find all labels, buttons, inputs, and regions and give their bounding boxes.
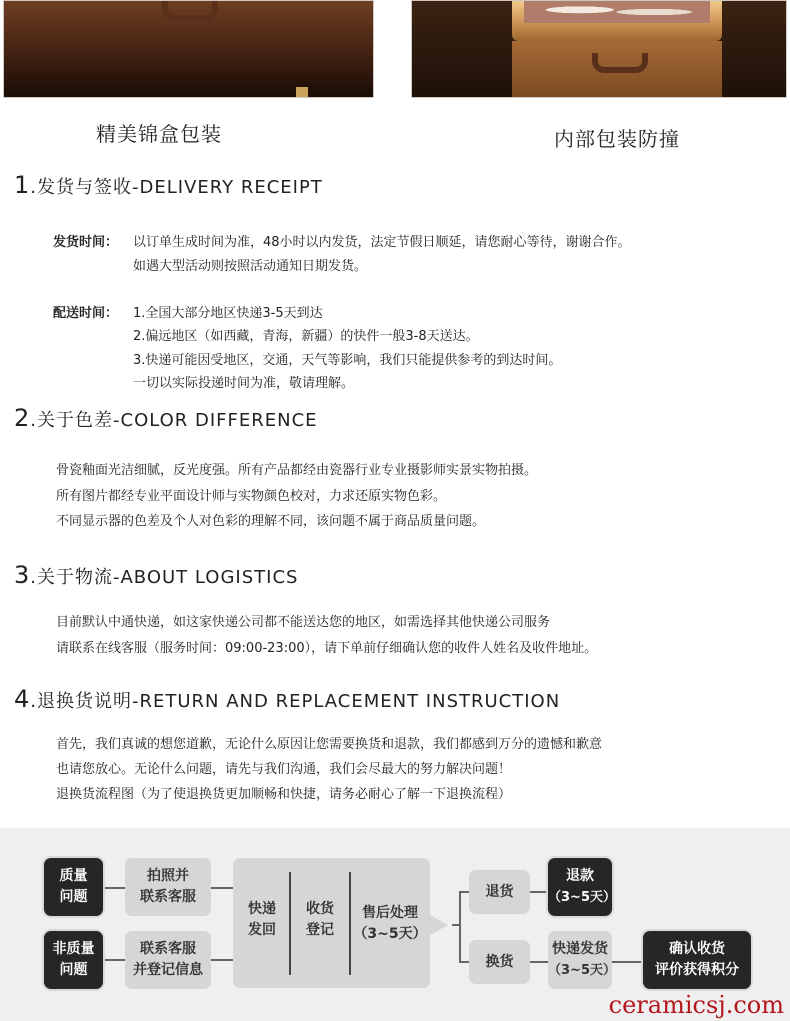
node-text: 联系客服 xyxy=(140,889,196,905)
flow-connector xyxy=(103,887,125,889)
flow-bracket xyxy=(459,891,461,963)
box-contents xyxy=(524,1,710,23)
node-text: 并登记信息 xyxy=(133,962,203,978)
flow-connector xyxy=(530,961,548,963)
section-title-text: .关于物流-ABOUT LOGISTICS xyxy=(30,567,299,588)
inner-packaging-caption: 内部包装防撞 xyxy=(554,127,680,151)
node-text: 换货 xyxy=(485,953,514,970)
contact-register-node xyxy=(125,931,211,989)
section-title-delivery xyxy=(14,171,323,199)
node-text: 质量 xyxy=(59,868,88,884)
ship-line: 如遇大型活动则按照活动通知日期发货。 xyxy=(133,259,368,274)
flow-divider xyxy=(349,872,351,975)
section-title-text: .退换货说明-RETURN AND REPLACEMENT INSTRUCTION xyxy=(30,691,561,712)
express-ship-node xyxy=(548,931,616,989)
box-handle-icon xyxy=(162,1,218,21)
node-text: 问题 xyxy=(59,889,88,905)
color-line: 骨瓷釉面光洁细腻，反光度强。所有产品都经由瓷器行业专业摄影师实景实物拍摄。 xyxy=(56,463,538,478)
box-clasp-icon xyxy=(296,87,308,97)
node-text: 问题 xyxy=(59,962,88,978)
node-text: 快递发货 xyxy=(552,941,608,957)
distribution-line: 2.偏远地区（如西藏，青海，新疆）的快件一般3-8天送达。 xyxy=(133,329,479,344)
node-text: 快递 xyxy=(248,901,276,917)
flow-connector xyxy=(530,891,548,893)
flow-connector xyxy=(103,959,125,961)
flow-connector xyxy=(459,891,469,893)
gift-box-caption: 精美锦盒包装 xyxy=(96,122,222,146)
quality-issue-node xyxy=(44,858,103,916)
site-watermark: ceramicsj.com xyxy=(608,991,784,1019)
ship-time-label: 发货时间： xyxy=(53,235,119,250)
node-text: 退货 xyxy=(485,883,514,900)
node-text: （3~5天） xyxy=(353,926,427,942)
section-title-returns xyxy=(14,685,560,713)
returns-line: 也请您放心。无论什么问题，请先与我们沟通，我们会尽最大的努力解决问题！ xyxy=(56,762,512,777)
photo-contact-node xyxy=(125,858,211,916)
return-node xyxy=(469,870,530,914)
node-text: 非质量 xyxy=(52,941,95,957)
flow-connector xyxy=(612,961,642,963)
return-flow-chart xyxy=(0,828,790,1021)
section-number: 1 xyxy=(14,171,31,199)
gift-box-photo xyxy=(3,0,374,98)
node-text: 拍照并 xyxy=(147,868,189,884)
receive-register-step xyxy=(293,896,347,944)
ship-back-step xyxy=(236,896,288,944)
node-text: （3~5天） xyxy=(548,963,616,978)
logistics-line: 目前默认中通快递，如这家快递公司都不能送达您的地区，如需选择其他快递公司服务 xyxy=(56,615,551,630)
color-line: 不同显示器的色差及个人对色彩的理解不同，该问题不属于商品质量问题。 xyxy=(56,514,486,529)
distribution-line: 3.快递可能因受地区，交通，天气等影响，我们只能提供参考的到达时间。 xyxy=(133,353,562,368)
flow-connector xyxy=(211,959,233,961)
returns-line: 退换货流程图（为了使退换货更加顺畅和快捷，请务必耐心了解一下退换流程） xyxy=(56,787,512,802)
distribution-time-label: 配送时间： xyxy=(53,306,119,321)
distribution-line: 1.全国大部分地区快递3-5天到达 xyxy=(133,306,323,321)
non-quality-issue-node xyxy=(44,931,103,989)
section-title-text: .关于色差-COLOR DIFFERENCE xyxy=(30,410,318,431)
section-number: 4 xyxy=(14,685,31,713)
returns-line: 首先，我们真诚的想您道歉，无论什么原因让您需要换货和退款，我们都感到万分的遗憾和歉意 xyxy=(56,737,603,752)
box-handle-icon xyxy=(592,53,648,73)
node-text: 收货 xyxy=(306,901,334,917)
section-number: 2 xyxy=(14,404,31,432)
node-text: （3~5天） xyxy=(548,890,616,905)
node-text: 登记 xyxy=(306,922,334,938)
node-text: 联系客服 xyxy=(140,941,196,957)
node-text: 退款 xyxy=(566,868,594,884)
arrow-right-icon xyxy=(430,915,448,935)
flow-divider xyxy=(289,872,291,975)
distribution-line: 一切以实际投递时间为准，敬请理解。 xyxy=(133,376,355,391)
flow-connector xyxy=(459,961,469,963)
section-title-text: .发货与签收-DELIVERY RECEIPT xyxy=(30,177,323,198)
ship-line: 以订单生成时间为准，48小时以内发货，法定节假日顺延，请您耐心等待，谢谢合作。 xyxy=(133,235,631,250)
color-line: 所有图片都经专业平面设计师与实物颜色校对，力求还原实物色彩。 xyxy=(56,489,447,504)
node-text: 评价获得积分 xyxy=(655,962,739,978)
section-number: 3 xyxy=(14,561,31,589)
exchange-node xyxy=(469,940,530,984)
inner-packaging-photo xyxy=(411,0,787,98)
section-title-color xyxy=(14,404,318,432)
section-title-logistics xyxy=(14,561,298,589)
after-sale-step xyxy=(352,900,428,948)
logistics-line: 请联系在线客服（服务时间：09:00-23:00），请下单前仔细确认您的收件人姓名及收件地址。 xyxy=(56,641,598,656)
node-text: 发回 xyxy=(248,922,276,938)
confirm-receipt-node xyxy=(643,931,751,989)
node-text: 售后处理 xyxy=(362,905,418,921)
flow-connector xyxy=(211,887,233,889)
refund-node xyxy=(548,858,616,916)
node-text: 确认收货 xyxy=(669,941,725,957)
